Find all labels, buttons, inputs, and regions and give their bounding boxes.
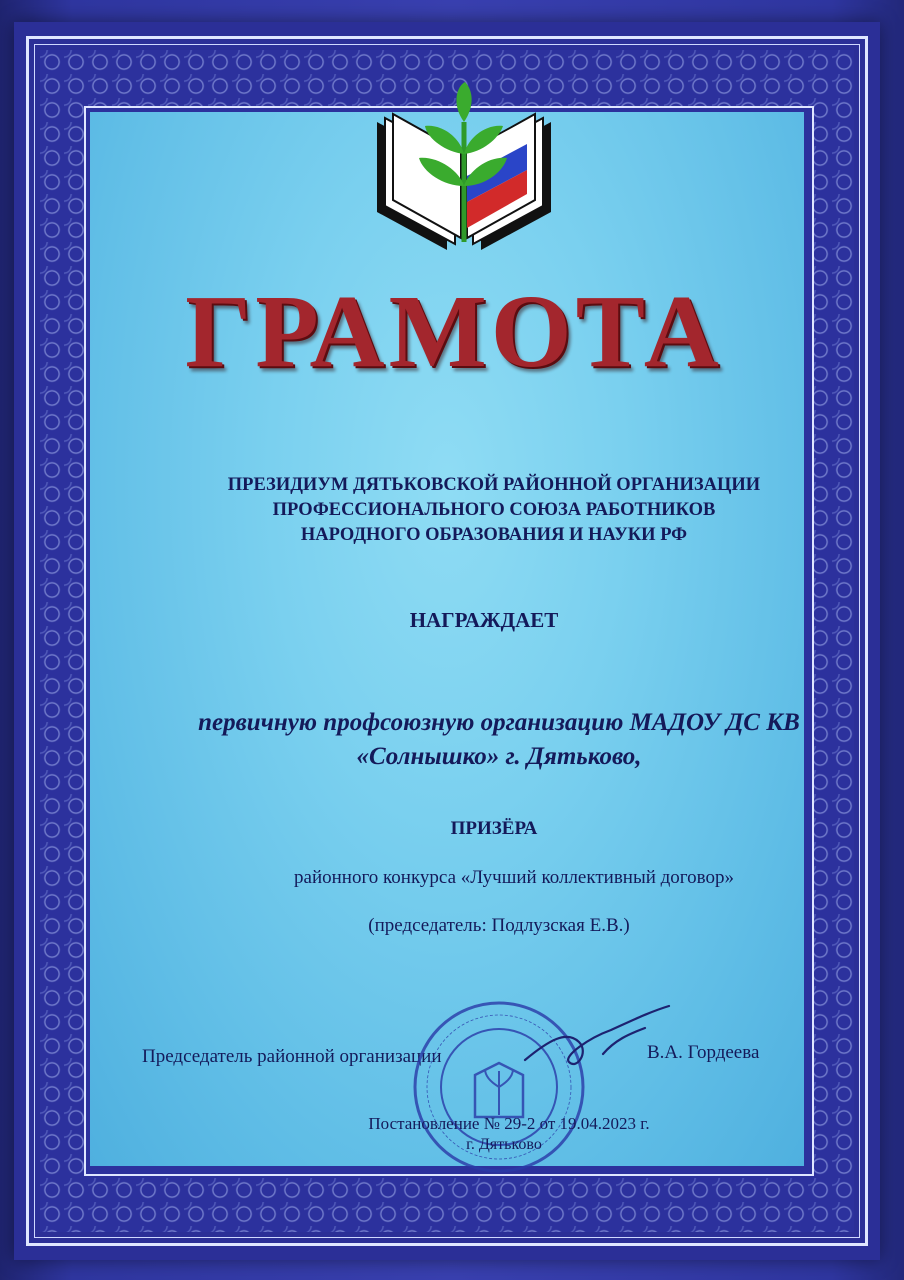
recipient bbox=[124, 706, 874, 774]
certificate bbox=[14, 22, 880, 1260]
city: г. Дятьково bbox=[466, 1136, 542, 1153]
chair-note: (председатель: Подлузская Е.В.) bbox=[368, 915, 630, 936]
awarding-organization bbox=[134, 473, 854, 548]
union-emblem-icon bbox=[369, 82, 559, 262]
certificate-title: ГРАМОТА bbox=[185, 274, 723, 389]
signatory-name: В.А. Гордеева bbox=[647, 1042, 760, 1063]
recipient-line: «Солнышко» г. Дятьково, bbox=[356, 743, 642, 770]
award-place: ПРИЗЁРА bbox=[450, 818, 538, 839]
organization-line: НАРОДНОГО ОБРАЗОВАНИЯ И НАУКИ РФ bbox=[300, 525, 688, 545]
organization-line: ПРОФЕССИОНАЛЬНОГО СОЮЗА РАБОТНИКОВ bbox=[272, 500, 716, 520]
recipient-line: первичную профсоюзную организацию МАДОУ ДС КВ bbox=[198, 709, 800, 736]
awards-heading: НАГРАЖДАЕТ bbox=[409, 608, 559, 632]
organization-line: ПРЕЗИДИУМ ДЯТЬКОВСКОЙ РАЙОННОЙ ОРГАНИЗАЦИИ bbox=[227, 475, 761, 495]
signature-icon bbox=[519, 1000, 679, 1080]
contest-name: районного конкурса «Лучший коллективный договор» bbox=[294, 867, 734, 888]
decree-reference: Постановление № 29-2 от 19.04.2023 г. bbox=[368, 1114, 650, 1133]
signatory-role: Председатель районной организации bbox=[142, 1046, 442, 1067]
